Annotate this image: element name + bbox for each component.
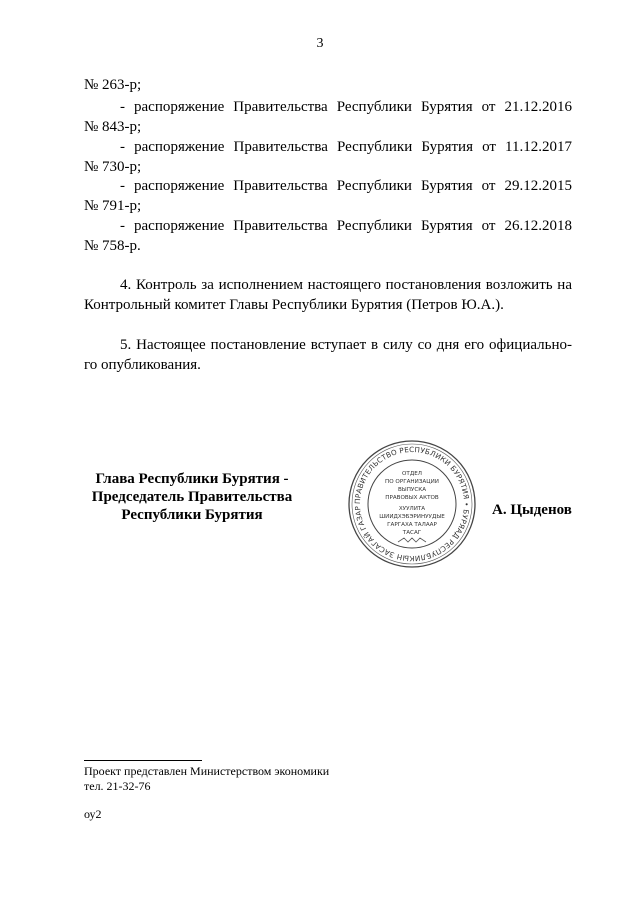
- signatory-title-line-1: Глава Республики Бурятия -: [95, 471, 289, 487]
- paragraph-4-line-1: 4. Контроль за исполнением настоящего постановления возложить на: [120, 277, 572, 293]
- signatory-name: А. Цыденов: [492, 502, 572, 518]
- seal-center-line-3: ПРАВОВЫХ АКТОВ: [385, 495, 439, 501]
- seal-center-line-6: ГАРГАХА ТАЛААР: [387, 522, 437, 528]
- seal-outer-text: ПРАВИТЕЛЬСТВО РЕСПУБЛИКИ БУРЯТИЯ • БУРЯАД РЕСПУБЛИКЫН ЗАСАГАЙ ГАЗАР: [352, 444, 472, 564]
- signatory-title-line-3: Республики Бурятия: [121, 507, 263, 523]
- footnote-divider: [84, 760, 202, 761]
- seal-emblem-mark: [398, 538, 426, 542]
- decree-list-continuation-2: № 730-р;: [84, 159, 142, 175]
- seal-center-line-0: ОТДЕЛ: [402, 471, 422, 477]
- seal-center-line-7: ТАСАГ: [402, 530, 422, 536]
- paragraph-4-line-2: Контрольный комитет Главы Республики Бурятия (Петров Ю.А.).: [84, 297, 504, 313]
- decree-list-continuation-3: № 791-р;: [84, 198, 142, 214]
- decree-list-continuation-0: № 263-р;: [84, 77, 142, 93]
- decree-list-continuation-4: № 758-р.: [84, 238, 141, 254]
- official-seal-stamp: [346, 438, 478, 570]
- decree-list-item-4: - распоряжение Правительства Республики Бурятия от 26.12.2018: [120, 218, 572, 234]
- decree-list-continuation-1: № 843-р;: [84, 119, 142, 135]
- decree-list-item-1: - распоряжение Правительства Республики Бурятия от 21.12.2016: [120, 99, 572, 115]
- paragraph-5-line-1: 5. Настоящее постановление вступает в силу со дня его официально-: [120, 337, 572, 353]
- footer-presented-by: Проект представлен Министерством экономики: [84, 764, 330, 778]
- footer-document-code: оу2: [84, 807, 102, 821]
- page-number: 3: [316, 36, 324, 51]
- signatory-title-line-2: Председатель Правительства: [91, 489, 293, 505]
- seal-center-line-2: ВЫПУСКА: [397, 487, 427, 493]
- footer-phone: тел. 21-32-76: [84, 779, 151, 793]
- seal-center-line-1: ПО ОРГАНИЗАЦИИ: [385, 479, 439, 485]
- paragraph-5-line-2: го опубликования.: [84, 357, 201, 373]
- signatory-title: [84, 470, 300, 524]
- seal-center-line-5: ШИИДХЭБЭРИНУУДЫЕ: [379, 514, 445, 520]
- decree-list-item-3: - распоряжение Правительства Республики Бурятия от 29.12.2015: [120, 178, 572, 194]
- decree-list-item-2: - распоряжение Правительства Республики Бурятия от 11.12.2017: [120, 139, 572, 155]
- seal-center-line-4: ХУУЛИТА: [398, 506, 426, 512]
- seal-outer-ring-inner: [352, 444, 472, 564]
